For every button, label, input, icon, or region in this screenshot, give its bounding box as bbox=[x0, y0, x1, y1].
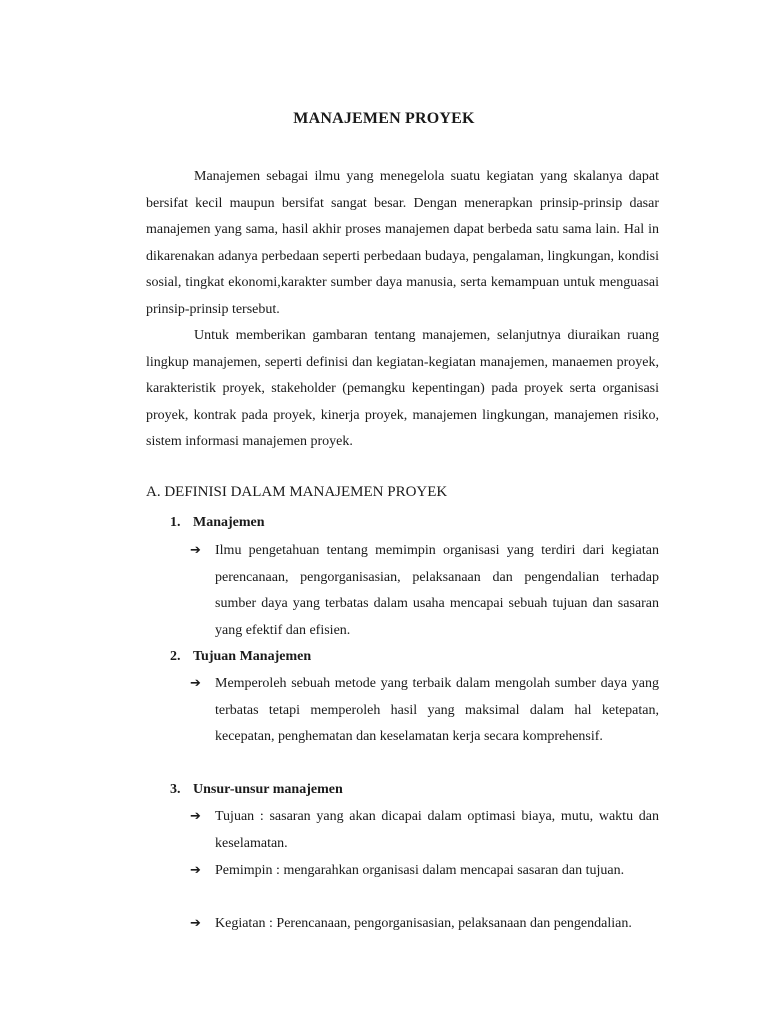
intro-paragraph-2: Untuk memberikan gambaran tentang manajemen, selanjutnya diuraikan ruang lingkup manajemen, seperti definisi dan kegiatan-kegiatan manajemen, manaemen proyek, karakteristik proyek, stakeholder (pemangku kepentingan) pada proyek serta organisasi proyek, kontrak pada proyek, kinerja proyek, manajemen lingkungan, manajemen risiko, sistem informasi manajemen proyek. bbox=[146, 328, 659, 450]
bullet-item bbox=[190, 538, 659, 644]
item-number: 3. bbox=[170, 782, 181, 797]
arrow-bullet-icon: ➔ bbox=[190, 543, 201, 558]
bullet-item bbox=[190, 804, 659, 857]
item-number: 2. bbox=[170, 649, 181, 664]
numbered-item-unsur-manajemen bbox=[170, 782, 343, 798]
arrow-bullet-icon: ➔ bbox=[190, 863, 201, 878]
bullet-text: Kegiatan : Perencanaan, pengorganisasian, pelaksanaan dan pengendalian. bbox=[215, 916, 632, 931]
bullet-text: Ilmu pengetahuan tentang memimpin organisasi yang terdiri dari kegiatan perencanaan, pengorganisasian, pelaksanaan dan pengendalian terhadap sumber daya yang terbatas dalam usaha mencapai sebuah tujuan dan sasaran yang efektif dan efisien. bbox=[215, 543, 659, 638]
item-number: 1. bbox=[170, 515, 181, 530]
item-label: Manajemen bbox=[193, 515, 265, 530]
numbered-item-manajemen bbox=[170, 515, 265, 531]
bullet-text: Tujuan : sasaran yang akan dicapai dalam optimasi biaya, mutu, waktu dan keselamatan. bbox=[215, 809, 659, 851]
item-label: Unsur-unsur manajemen bbox=[193, 782, 343, 797]
item-label: Tujuan Manajemen bbox=[193, 649, 312, 664]
intro-paragraph-1: Manajemen sebagai ilmu yang menegelola suatu kegiatan yang skalanya dapat bersifat kecil maupun bersifat sangat besar. Dengan menerapkan prinsip-prinsip dasar manajemen yang sama, hasil akhir proses manajemen dapat berbeda satu sama lain. Hal in dikarenakan adanya perbedaan seperti perbedaan budaya, pengalaman, lingkungan, kondisi sosial, tingkat ekonomi,karakter sumber daya manusia, serta kemampuan untuk menguasai prinsip-prinsip tersebut. bbox=[146, 169, 659, 317]
bullet-item bbox=[190, 858, 659, 885]
page-title: MANAJEMEN PROYEK bbox=[293, 110, 475, 127]
bullet-item bbox=[190, 911, 659, 938]
arrow-bullet-icon: ➔ bbox=[190, 676, 201, 691]
bullet-text: Pemimpin : mengarahkan organisasi dalam mencapai sasaran dan tujuan. bbox=[215, 863, 625, 878]
bullet-item bbox=[190, 671, 659, 751]
bullet-text: Memperoleh sebuah metode yang terbaik dalam mengolah sumber daya yang terbatas tetapi memperoleh hasil yang maksimal dalam hal ketepatan, kecepatan, penghematan dan keselamatan kerja secara komprehensif. bbox=[215, 676, 659, 745]
numbered-item-tujuan-manajemen bbox=[170, 649, 311, 665]
arrow-bullet-icon: ➔ bbox=[190, 916, 201, 931]
section-heading: A. DEFINISI DALAM MANAJEMEN PROYEK bbox=[146, 484, 448, 500]
arrow-bullet-icon: ➔ bbox=[190, 809, 201, 824]
